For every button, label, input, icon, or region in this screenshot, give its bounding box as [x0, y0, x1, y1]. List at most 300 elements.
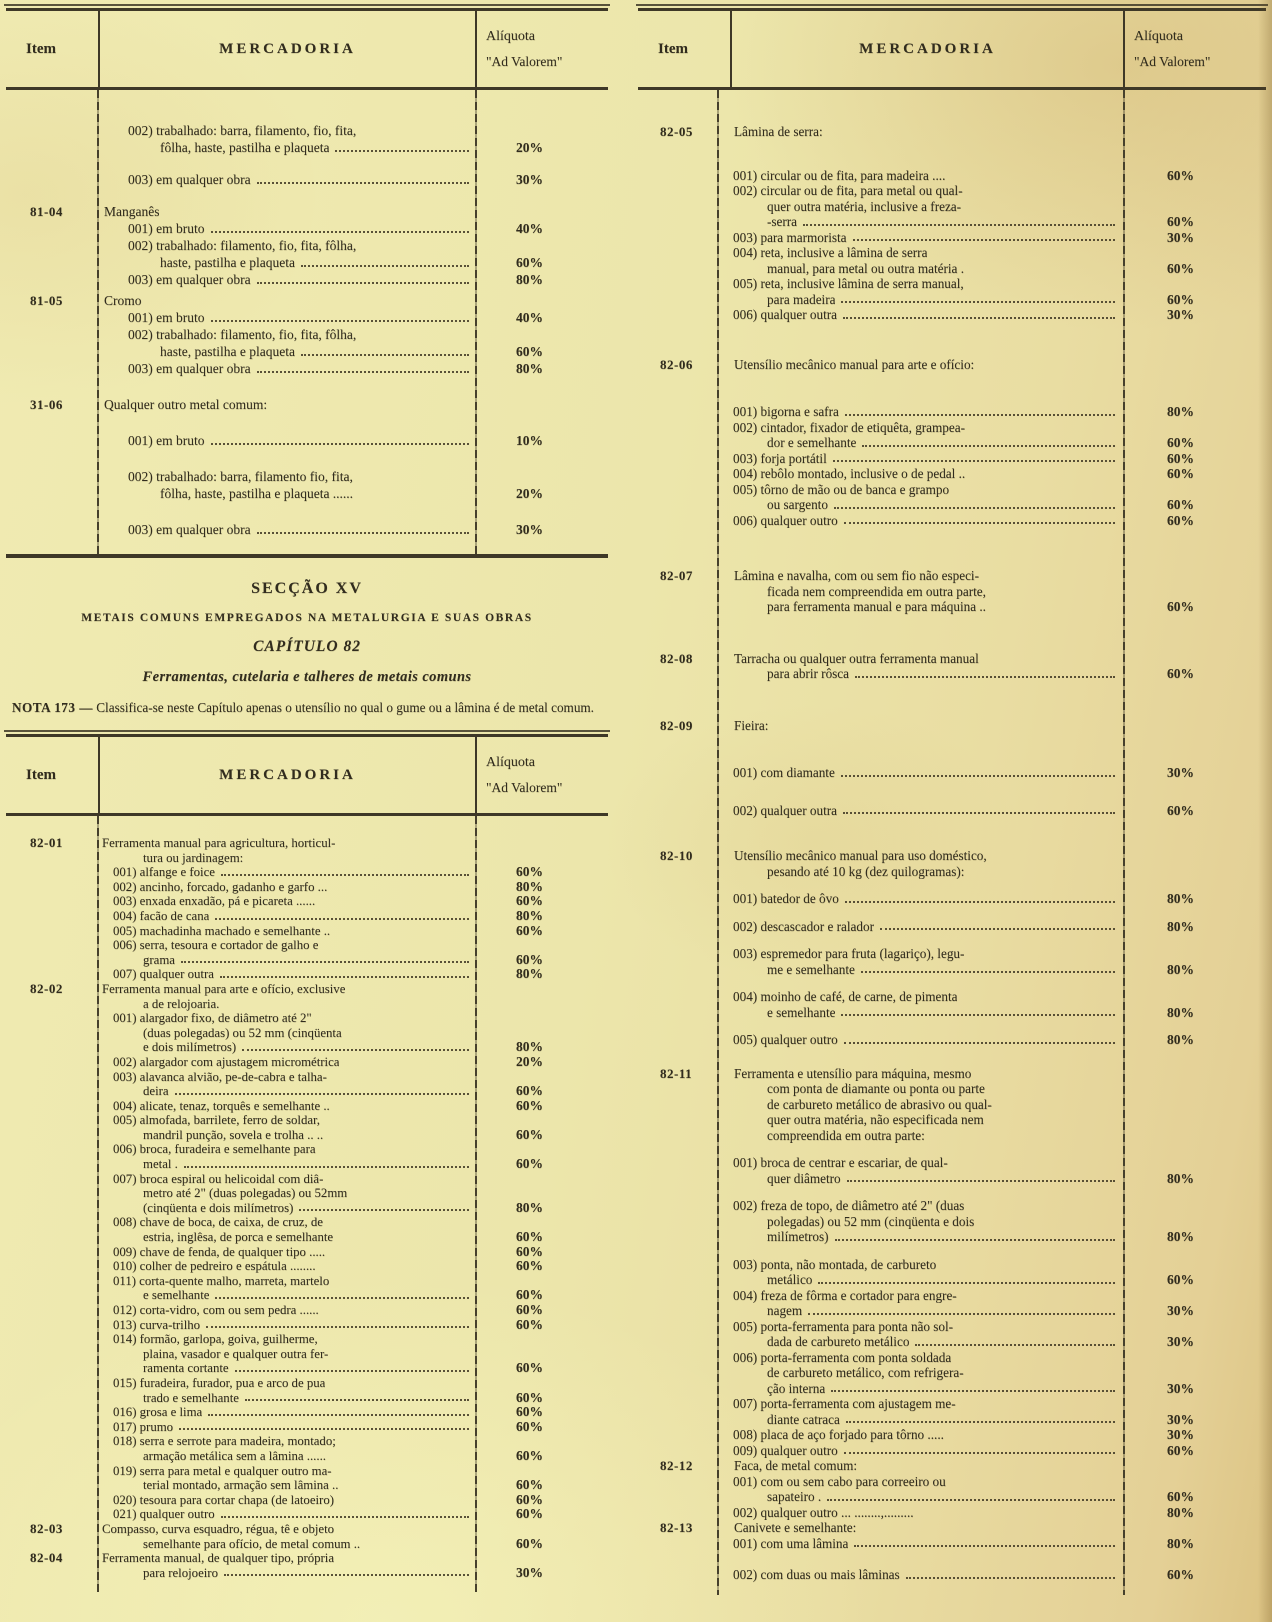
merchandise-text: me e semelhante [718, 962, 1125, 978]
rate-value: 80% [516, 272, 543, 287]
dot-leader [301, 265, 469, 267]
table-row [6, 468, 608, 485]
merchandise-text: dor e semelhante [718, 435, 1125, 451]
rate-value: 60% [516, 1418, 543, 1434]
rate-value: 30% [516, 1564, 543, 1580]
table-row [6, 851, 608, 866]
rate-value: 60% [1167, 214, 1194, 229]
table-row [638, 1489, 1266, 1505]
table-row [6, 1172, 608, 1187]
table-row [638, 1458, 1266, 1474]
header-mercadoria: MERCADORIA [730, 11, 1125, 87]
merchandise-text: Fieira: [734, 717, 769, 733]
header-item: Item [658, 40, 688, 57]
table-row [638, 962, 1266, 978]
header-item: Item [26, 766, 56, 783]
rate-value: 60% [1167, 1272, 1194, 1287]
dot-leader [845, 414, 1115, 416]
table-row [638, 292, 1266, 308]
rate-value: 60% [1167, 1442, 1194, 1458]
table-row [6, 1259, 608, 1274]
merchandise-text: de carbureto metálico de abrasivo ou qual- [767, 1096, 992, 1112]
table-row [6, 1157, 608, 1172]
table-row [638, 891, 1266, 907]
merchandise-text: 005) machadinha machado e semelhante .. [113, 923, 331, 938]
table-row [6, 880, 608, 895]
table-row [6, 1391, 608, 1406]
table-row [6, 203, 608, 220]
dot-leader [853, 239, 1115, 241]
dot-leader [906, 1577, 1115, 1579]
table-row [638, 666, 1266, 682]
table-row [6, 171, 608, 188]
merchandise-text: metálico [718, 1272, 1125, 1288]
merchandise-text: 002) qualquer outra [718, 803, 1125, 819]
dot-leader [257, 182, 469, 184]
rate-value: 60% [516, 1287, 543, 1303]
table-row [6, 1464, 608, 1479]
table-row [6, 909, 608, 924]
merchandise-text: 002) ancinho, forcado, gadanho e garfo ... [113, 879, 328, 894]
table-row [638, 435, 1266, 451]
merchandise-text: 007) porta-ferramenta com ajustagem me- [733, 1396, 956, 1411]
header-aliquota-line2: "Ad Valorem" [1134, 53, 1211, 69]
table-row [638, 1443, 1266, 1459]
rate-value: 60% [516, 255, 543, 270]
merchandise-text: 006) qualquer outra [718, 307, 1125, 323]
dot-leader [844, 1452, 1115, 1454]
table-row [638, 1272, 1266, 1288]
merchandise-text: 004) moinho de café, de carne, de pimenta [733, 989, 958, 1004]
rate-value: 30% [1167, 307, 1194, 322]
table-row [6, 924, 608, 939]
table-row [638, 513, 1266, 529]
rate-value: 60% [1167, 435, 1194, 450]
rate-value: 80% [1167, 1504, 1194, 1520]
merchandise-text: terial montado, armação sem lâmina .. [143, 1478, 339, 1493]
dot-leader [257, 371, 469, 373]
dot-leader [844, 1042, 1115, 1044]
merchandise-text: e semelhante [718, 1005, 1125, 1021]
item-code: 82-01 [30, 835, 63, 850]
merchandise-text: 010) colher de pedreiro e espátula ........ [113, 1259, 316, 1274]
table-row [6, 1084, 608, 1099]
table-row [638, 1536, 1266, 1552]
table-row [638, 357, 1266, 373]
merchandise-text: 001) em bruto [98, 220, 477, 237]
table-row [638, 307, 1266, 323]
rate-value: 40% [516, 221, 543, 236]
table-row [638, 168, 1266, 184]
tariff-table-left-top [6, 8, 608, 558]
dot-leader [841, 301, 1115, 303]
merchandise-text: deira [98, 1084, 477, 1099]
header-aliquota-line1: Alíquota [1134, 28, 1183, 44]
table-row [638, 1288, 1266, 1304]
merchandise-text: 002) freza de topo, de diâmetro até 2" (duas [733, 1198, 965, 1213]
dot-leader [841, 1014, 1115, 1016]
rate-value: 60% [516, 344, 543, 359]
table-row [638, 568, 1266, 584]
table-row [6, 1420, 608, 1435]
merchandise-text: metal . [98, 1157, 477, 1172]
table-row [638, 1365, 1266, 1381]
table-row [6, 360, 608, 377]
table-row [638, 1381, 1266, 1397]
rate-value: 60% [1167, 1567, 1194, 1582]
dot-leader [245, 1399, 469, 1401]
rate-value: 60% [516, 1447, 543, 1463]
dot-leader [847, 1180, 1115, 1182]
merchandise-text: tura ou jardinagem: [143, 850, 244, 865]
merchandise-text: 002) com duas ou mais lâminas [718, 1567, 1125, 1583]
chapter-title: CAPÍTULO 82 [253, 638, 361, 655]
merchandise-text: 017) prumo [98, 1420, 477, 1435]
merchandise-text: 008) placa de aço forjado para tôrno ..... [733, 1427, 944, 1442]
dot-leader [843, 317, 1115, 319]
table-row [6, 1128, 608, 1143]
merchandise-text: 002) trabalhado: barra, filamento fio, fita, [128, 469, 353, 484]
item-code: 82-02 [30, 980, 63, 996]
table-row [638, 1032, 1266, 1048]
table-row [6, 1303, 608, 1318]
merchandise-text: 001) broca de centrar e escariar, de qual- [733, 1155, 948, 1170]
rate-value: 60% [1167, 599, 1194, 614]
rate-value: 80% [1167, 1229, 1194, 1244]
chapter-subtitle: Ferramentas, cutelaria e talheres de metais comuns [142, 669, 472, 685]
header-mercadoria: MERCADORIA [98, 11, 477, 87]
merchandise-text: 006) serra, tesoura e cortador de galho e [113, 938, 319, 953]
merchandise-text: de carbureto metálico, com refrigera- [767, 1365, 964, 1380]
rate-value: 80% [516, 966, 543, 982]
dot-leader [206, 1326, 469, 1328]
dot-leader [208, 1414, 469, 1416]
table-body [6, 816, 608, 1592]
item-code: 82-06 [660, 356, 693, 372]
rate-value: 60% [516, 1097, 543, 1113]
table-row [6, 220, 608, 237]
merchandise-text: Utensílio mecânico manual para arte e ofício: [734, 356, 975, 372]
merchandise-text: nagem [718, 1303, 1125, 1319]
table-body [6, 90, 608, 558]
dot-leader [335, 150, 469, 152]
table-row [6, 1245, 608, 1260]
rate-value: 30% [1167, 229, 1194, 245]
merchandise-text: haste, pastilha e plaqueta [98, 343, 477, 360]
merchandise-text: 005) porta-ferramenta para ponta não sol- [733, 1318, 954, 1334]
table-row [638, 451, 1266, 467]
rate-value: 80% [1167, 1004, 1194, 1020]
merchandise-text: Ferramenta manual, de qualquer tipo, própria [102, 1551, 335, 1566]
table-row [638, 1066, 1266, 1082]
table-row [6, 1551, 608, 1566]
merchandise-text: pesando até 10 kg (dez quilogramas): [767, 863, 965, 879]
table-row [6, 432, 608, 449]
merchandise-text: 005) tôrno de mão ou de banca e grampo [733, 481, 950, 497]
item-code: 82-11 [660, 1065, 693, 1081]
rate-value: 60% [516, 864, 543, 880]
rate-value: 80% [1167, 1170, 1194, 1186]
item-code: 82-10 [660, 848, 693, 863]
item-code: 82-03 [30, 1520, 63, 1536]
dot-leader [221, 1516, 469, 1518]
merchandise-text: 006) qualquer outro [718, 513, 1125, 529]
table-row [638, 1319, 1266, 1335]
dot-leader [835, 1239, 1115, 1241]
merchandise-text: Ferramenta manual para arte e ofício, exclusive [102, 981, 346, 996]
merchandise-text: 003) espremedor para fruta (lagariço), legu- [733, 946, 965, 961]
merchandise-text: plaina, vasador e qualquer outra fer- [143, 1346, 329, 1361]
dot-leader [844, 522, 1115, 524]
dot-leader [221, 874, 469, 876]
merchandise-text: quer outra matéria, não especificada nem [767, 1112, 984, 1127]
merchandise-text: fôlha, haste, pastilha e plaqueta ...... [160, 486, 354, 501]
merchandise-text: 001) batedor de ôvo [718, 891, 1125, 907]
merchandise-text: 005) qualquer outro [718, 1032, 1125, 1048]
merchandise-text: Faca, de metal comum: [734, 1458, 858, 1473]
merchandise-text: 002) trabalhado: barra, filamento, fio, fita, [128, 123, 357, 138]
merchandise-text: Ferramenta manual para agricultura, horticul- [102, 836, 336, 850]
rate-value: 30% [1167, 1380, 1194, 1396]
rate-value: 60% [516, 1360, 543, 1376]
rate-value: 30% [516, 522, 543, 537]
merchandise-text: quer outra matéria, inclusive a freza- [767, 198, 962, 214]
table-row [638, 245, 1266, 261]
table-row [6, 967, 608, 982]
table-row [638, 1505, 1266, 1521]
merchandise-text: 001) com ou sem cabo para correeiro ou [733, 1473, 946, 1489]
item-code: 82-12 [660, 1458, 693, 1473]
rate-value: 60% [516, 1316, 543, 1332]
rate-value: 60% [516, 1243, 543, 1259]
table-row [638, 848, 1266, 864]
merchandise-text: para abrir rôsca [718, 666, 1125, 682]
table-row [6, 865, 608, 880]
merchandise-text: haste, pastilha e plaqueta [98, 254, 477, 271]
merchandise-text: Utensílio mecânico manual para uso doméstico, [734, 848, 987, 863]
table-row [638, 864, 1266, 880]
rate-value: 60% [516, 1491, 543, 1507]
table-row [6, 997, 608, 1012]
table-row [6, 343, 608, 360]
rate-value: 60% [516, 893, 543, 909]
table-row [6, 1405, 608, 1420]
table-row [638, 1171, 1266, 1187]
merchandise-text: 006) porta-ferramenta com ponta soldada [733, 1349, 952, 1365]
table-header [638, 8, 1266, 90]
table-row [638, 718, 1266, 734]
merchandise-text: 001) circular ou de fita, para madeira .... [733, 167, 946, 183]
merchandise-text: 012) corta-vidro, com ou sem pedra ...... [113, 1303, 319, 1317]
table-row [638, 276, 1266, 292]
table-row [638, 1214, 1266, 1230]
table-row [638, 466, 1266, 482]
table-row [6, 1361, 608, 1376]
merchandise-text: 004) reta, inclusive a lâmina de serra [733, 245, 928, 260]
table-row [638, 1112, 1266, 1128]
merchandise-text: 002) alargador com ajustagem micrométrica [113, 1054, 340, 1069]
dot-leader [215, 918, 469, 920]
item-code: 81-04 [30, 204, 63, 219]
merchandise-text: sapateiro . [718, 1489, 1125, 1505]
table-row [638, 1005, 1266, 1021]
merchandise-text: compreendida em outra parte: [767, 1127, 925, 1143]
table-row [6, 122, 608, 139]
table-row [638, 599, 1266, 615]
merchandise-text: 008) chave de boca, de caixa, de cruz, de [113, 1215, 323, 1230]
item-code: 82-05 [660, 124, 693, 139]
table-row [6, 396, 608, 413]
merchandise-text: 011) corta-quente malho, marreta, martelo [113, 1273, 330, 1288]
merchandise-text: quer diâmetro [718, 1171, 1125, 1187]
dot-leader [845, 901, 1115, 903]
rate-value: 80% [1167, 891, 1194, 906]
table-row [638, 1412, 1266, 1428]
table-row [6, 1507, 608, 1522]
merchandise-text: 004) rebôlo montado, inclusive o de pedal .. [733, 466, 966, 481]
merchandise-text: 003) enxada enxadão, pá e picareta ...... [113, 894, 316, 909]
rate-value: 40% [516, 310, 543, 325]
merchandise-text: para madeira [718, 292, 1125, 308]
table-row [638, 183, 1266, 199]
rate-value: 60% [516, 1126, 543, 1142]
table-row [638, 1427, 1266, 1443]
merchandise-text: 004) facão de cana [98, 909, 477, 924]
rate-value: 60% [1167, 666, 1194, 681]
rate-value: 30% [1167, 1427, 1194, 1442]
rate-value: 80% [1167, 1032, 1194, 1047]
table-row [6, 953, 608, 968]
merchandise-text: grama [98, 953, 477, 968]
item-code: 82-07 [660, 568, 693, 583]
table-row [638, 1229, 1266, 1245]
rate-value: 80% [516, 1039, 543, 1055]
table-row [6, 1288, 608, 1303]
dot-leader [215, 1297, 469, 1299]
merchandise-text: 009) chave de fenda, de qualquer tipo ..... [113, 1244, 326, 1259]
merchandise-text: 001) alfange e foice [98, 865, 477, 880]
table-row [638, 803, 1266, 819]
merchandise-text: 006) broca, furadeira e semelhante para [113, 1142, 316, 1157]
header-aliquota-line2: "Ad Valorem" [486, 53, 563, 69]
rate-value: 60% [516, 1229, 543, 1245]
table-row [638, 199, 1266, 215]
table-row [638, 497, 1266, 513]
table-row [638, 1567, 1266, 1583]
item-code: 82-08 [660, 650, 693, 666]
dot-leader [880, 928, 1115, 930]
rate-value: 80% [1167, 1535, 1194, 1551]
rate-value: 30% [1167, 1303, 1194, 1318]
dot-leader [827, 1499, 1115, 1501]
table-row [638, 1303, 1266, 1319]
merchandise-text: 003) em qualquer obra [98, 360, 477, 377]
merchandise-text: 007) qualquer outra [98, 967, 477, 982]
merchandise-text: para ferramenta manual e para máquina .. [767, 599, 986, 614]
left-column [6, 8, 608, 1592]
rate-value: 60% [516, 922, 543, 938]
rate-value: 60% [516, 1404, 543, 1420]
table-row [6, 1099, 608, 1114]
dot-leader [175, 1093, 469, 1095]
item-code: 82-04 [30, 1550, 63, 1566]
merchandise-text: 015) furadeira, furador, pua e arco de pua [113, 1375, 326, 1390]
merchandise-text: 001) com diamante [718, 765, 1125, 781]
table-row [6, 1070, 608, 1085]
merchandise-text: Compasso, curva esquadro, régua, tê e objeto [102, 1521, 335, 1536]
merchandise-text: dada de carbureto metálico [718, 1334, 1125, 1350]
merchandise-text: 014) formão, garlopa, goiva, guilherme, [113, 1332, 318, 1347]
merchandise-text: ção interna [718, 1381, 1125, 1397]
table-row [6, 326, 608, 343]
header-aliquota-line1: Alíquota [486, 754, 535, 770]
item-code: 81-05 [30, 293, 63, 308]
rate-value: 30% [1167, 765, 1194, 780]
rate-value: 80% [516, 907, 543, 923]
item-code: 82-13 [660, 1520, 693, 1535]
table-row [6, 1522, 608, 1537]
dot-leader [235, 1370, 469, 1372]
merchandise-text: 002) cintador, fixador de etiquêta, grampea- [733, 419, 965, 435]
dot-leader [803, 224, 1115, 226]
dot-leader [301, 354, 469, 356]
table-row [6, 1493, 608, 1508]
dot-leader [224, 1574, 469, 1576]
rate-value: 60% [1167, 167, 1194, 183]
table-row [6, 1274, 608, 1289]
item-code: 82-09 [660, 717, 693, 733]
table-row [638, 1396, 1266, 1412]
dot-leader [181, 961, 469, 963]
table-row [6, 1347, 608, 1362]
merchandise-text: 002) trabalhado: filamento, fio, fita, fôlha, [128, 238, 357, 253]
merchandise-text: Cromo [104, 293, 142, 308]
table-row [6, 271, 608, 288]
header-aliquota [477, 737, 608, 813]
dot-leader [211, 443, 470, 445]
rate-value: 60% [1167, 1489, 1194, 1504]
dot-leader [855, 676, 1115, 678]
table-row [6, 1376, 608, 1391]
rate-value: 60% [516, 1535, 543, 1551]
merchandise-text: manual, para metal ou outra matéria . [767, 260, 964, 276]
table-row [6, 938, 608, 953]
merchandise-text: trado e semelhante [98, 1391, 477, 1406]
dot-leader [257, 532, 469, 534]
dot-leader [861, 971, 1115, 973]
item-code: 31-06 [30, 397, 63, 412]
rate-value: 80% [1167, 961, 1194, 977]
merchandise-text: mandril punção, sovela e trolha .. .. [143, 1127, 324, 1142]
rate-value: 20% [516, 1053, 543, 1069]
dot-leader [841, 775, 1115, 777]
dot-leader [833, 460, 1115, 462]
merchandise-text: 009) qualquer outro [718, 1443, 1125, 1459]
table-row [6, 237, 608, 254]
merchandise-text: 003) em qualquer obra [98, 521, 477, 538]
rate-value: 80% [1167, 404, 1194, 419]
right-column [638, 8, 1266, 1595]
table-row [6, 1113, 608, 1128]
rate-value: 80% [516, 361, 543, 376]
table-row [6, 1537, 608, 1552]
table-row [638, 230, 1266, 246]
header-mercadoria: MERCADORIA [98, 737, 477, 813]
table-row [6, 521, 608, 538]
tariff-table-left-bottom [6, 734, 608, 1592]
merchandise-text: Canivete e semelhante: [734, 1520, 857, 1535]
table-row [6, 1011, 608, 1026]
